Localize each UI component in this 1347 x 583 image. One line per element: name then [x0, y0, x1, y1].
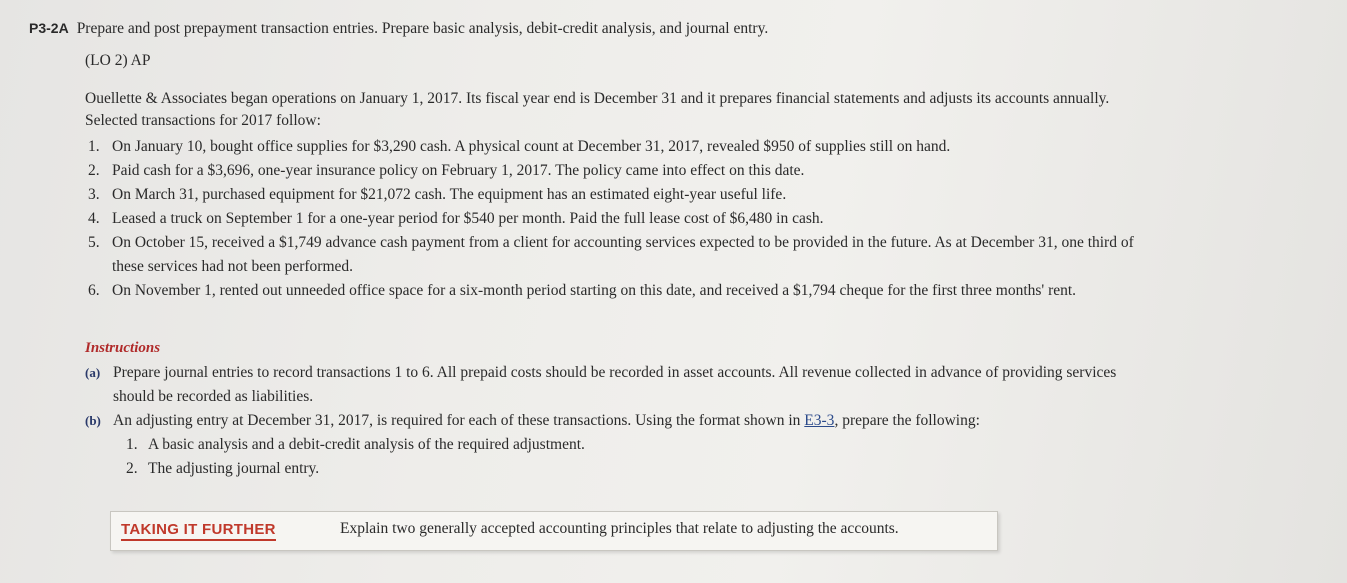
problem-heading: [29, 20, 768, 38]
item-number: 5.: [88, 234, 100, 251]
item-number: 6.: [88, 282, 100, 299]
item-text: On March 31, purchased equipment for $21,072 cash. The equipment has an estimated eight-year useful life.: [112, 186, 787, 203]
sub-item-number: 2.: [126, 460, 138, 477]
transaction-list: [88, 135, 1328, 303]
instructions-block: [85, 361, 1325, 481]
list-item: [88, 135, 1328, 159]
part-text: Prepare journal entries to record transactions 1 to 6. All prepaid costs should be recorded in asset accounts. All revenue collected in advance of providing services: [113, 364, 1117, 381]
instruction-part-b: [85, 409, 1325, 481]
item-text: On January 10, bought office supplies for $3,290 cash. A physical count at December 31, 2017, revealed $950 of supplies still on hand.: [112, 138, 951, 155]
list-item: [88, 231, 1328, 279]
instruction-part-a: [85, 361, 1325, 409]
intro-line: Selected transactions for 2017 follow:: [85, 112, 321, 129]
problem-intro: [85, 88, 1325, 132]
part-text-continued: should be recorded as liabilities.: [113, 388, 314, 405]
item-number: 4.: [88, 210, 100, 227]
sub-item: [120, 433, 1325, 457]
sub-item: [120, 457, 1325, 481]
list-item: [88, 183, 1328, 207]
part-text: [113, 409, 1325, 433]
item-number: 2.: [88, 162, 100, 179]
problem-title: Prepare and post prepayment transaction entries. Prepare basic analysis, debit-credit analysis, and journal entry.: [76, 20, 769, 37]
sub-item-number: 1.: [126, 436, 138, 453]
item-text-continued: these services had not been performed.: [112, 258, 354, 275]
item-text: On November 1, rented out unneeded office space for a six-month period starting on this date, and received a $1,794 cheque for the first three months' rent.: [112, 282, 1077, 299]
list-item: [88, 279, 1328, 303]
item-text: On October 15, received a $1,749 advance cash payment from a client for accounting services expected to be provided in the future. As at December 31, one third of: [112, 234, 1134, 251]
part-text-start: An adjusting entry at December 31, 2017, is required for each of these transactions. Using the format shown in: [113, 412, 805, 429]
part-label: (a): [85, 365, 101, 380]
intro-line: Ouellette & Associates began operations on January 1, 2017. Its fiscal year end is December 31 and it prepares financial statements and adjusts its accounts annually.: [85, 90, 1110, 107]
part-label: (b): [85, 413, 101, 428]
item-text: Leased a truck on September 1 for a one-year period for $540 per month. Paid the full lease cost of $6,480 in cash.: [112, 210, 824, 227]
item-text: Paid cash for a $3,696, one-year insurance policy on February 1, 2017. The policy came into effect on this date.: [112, 162, 805, 179]
learning-objective: (LO 2) AP: [85, 52, 151, 69]
problem-id: P3-2A: [29, 20, 69, 36]
item-number: 1.: [88, 138, 100, 155]
taking-it-further-text: Explain two generally accepted accounting principles that relate to adjusting the accounts.: [340, 520, 899, 537]
list-item: [88, 159, 1328, 183]
instructions-heading: Instructions: [85, 340, 161, 356]
item-number: 3.: [88, 186, 100, 203]
part-text-end: , prepare the following:: [834, 412, 980, 429]
taking-it-further-label: TAKING IT FURTHER: [121, 521, 276, 541]
sub-item-text: The adjusting journal entry.: [148, 460, 320, 477]
exercise-reference-link[interactable]: E3-3: [804, 412, 835, 429]
list-item: [88, 207, 1328, 231]
sub-item-text: A basic analysis and a debit-credit analysis of the required adjustment.: [148, 436, 585, 453]
taking-it-further-box: [110, 511, 998, 551]
